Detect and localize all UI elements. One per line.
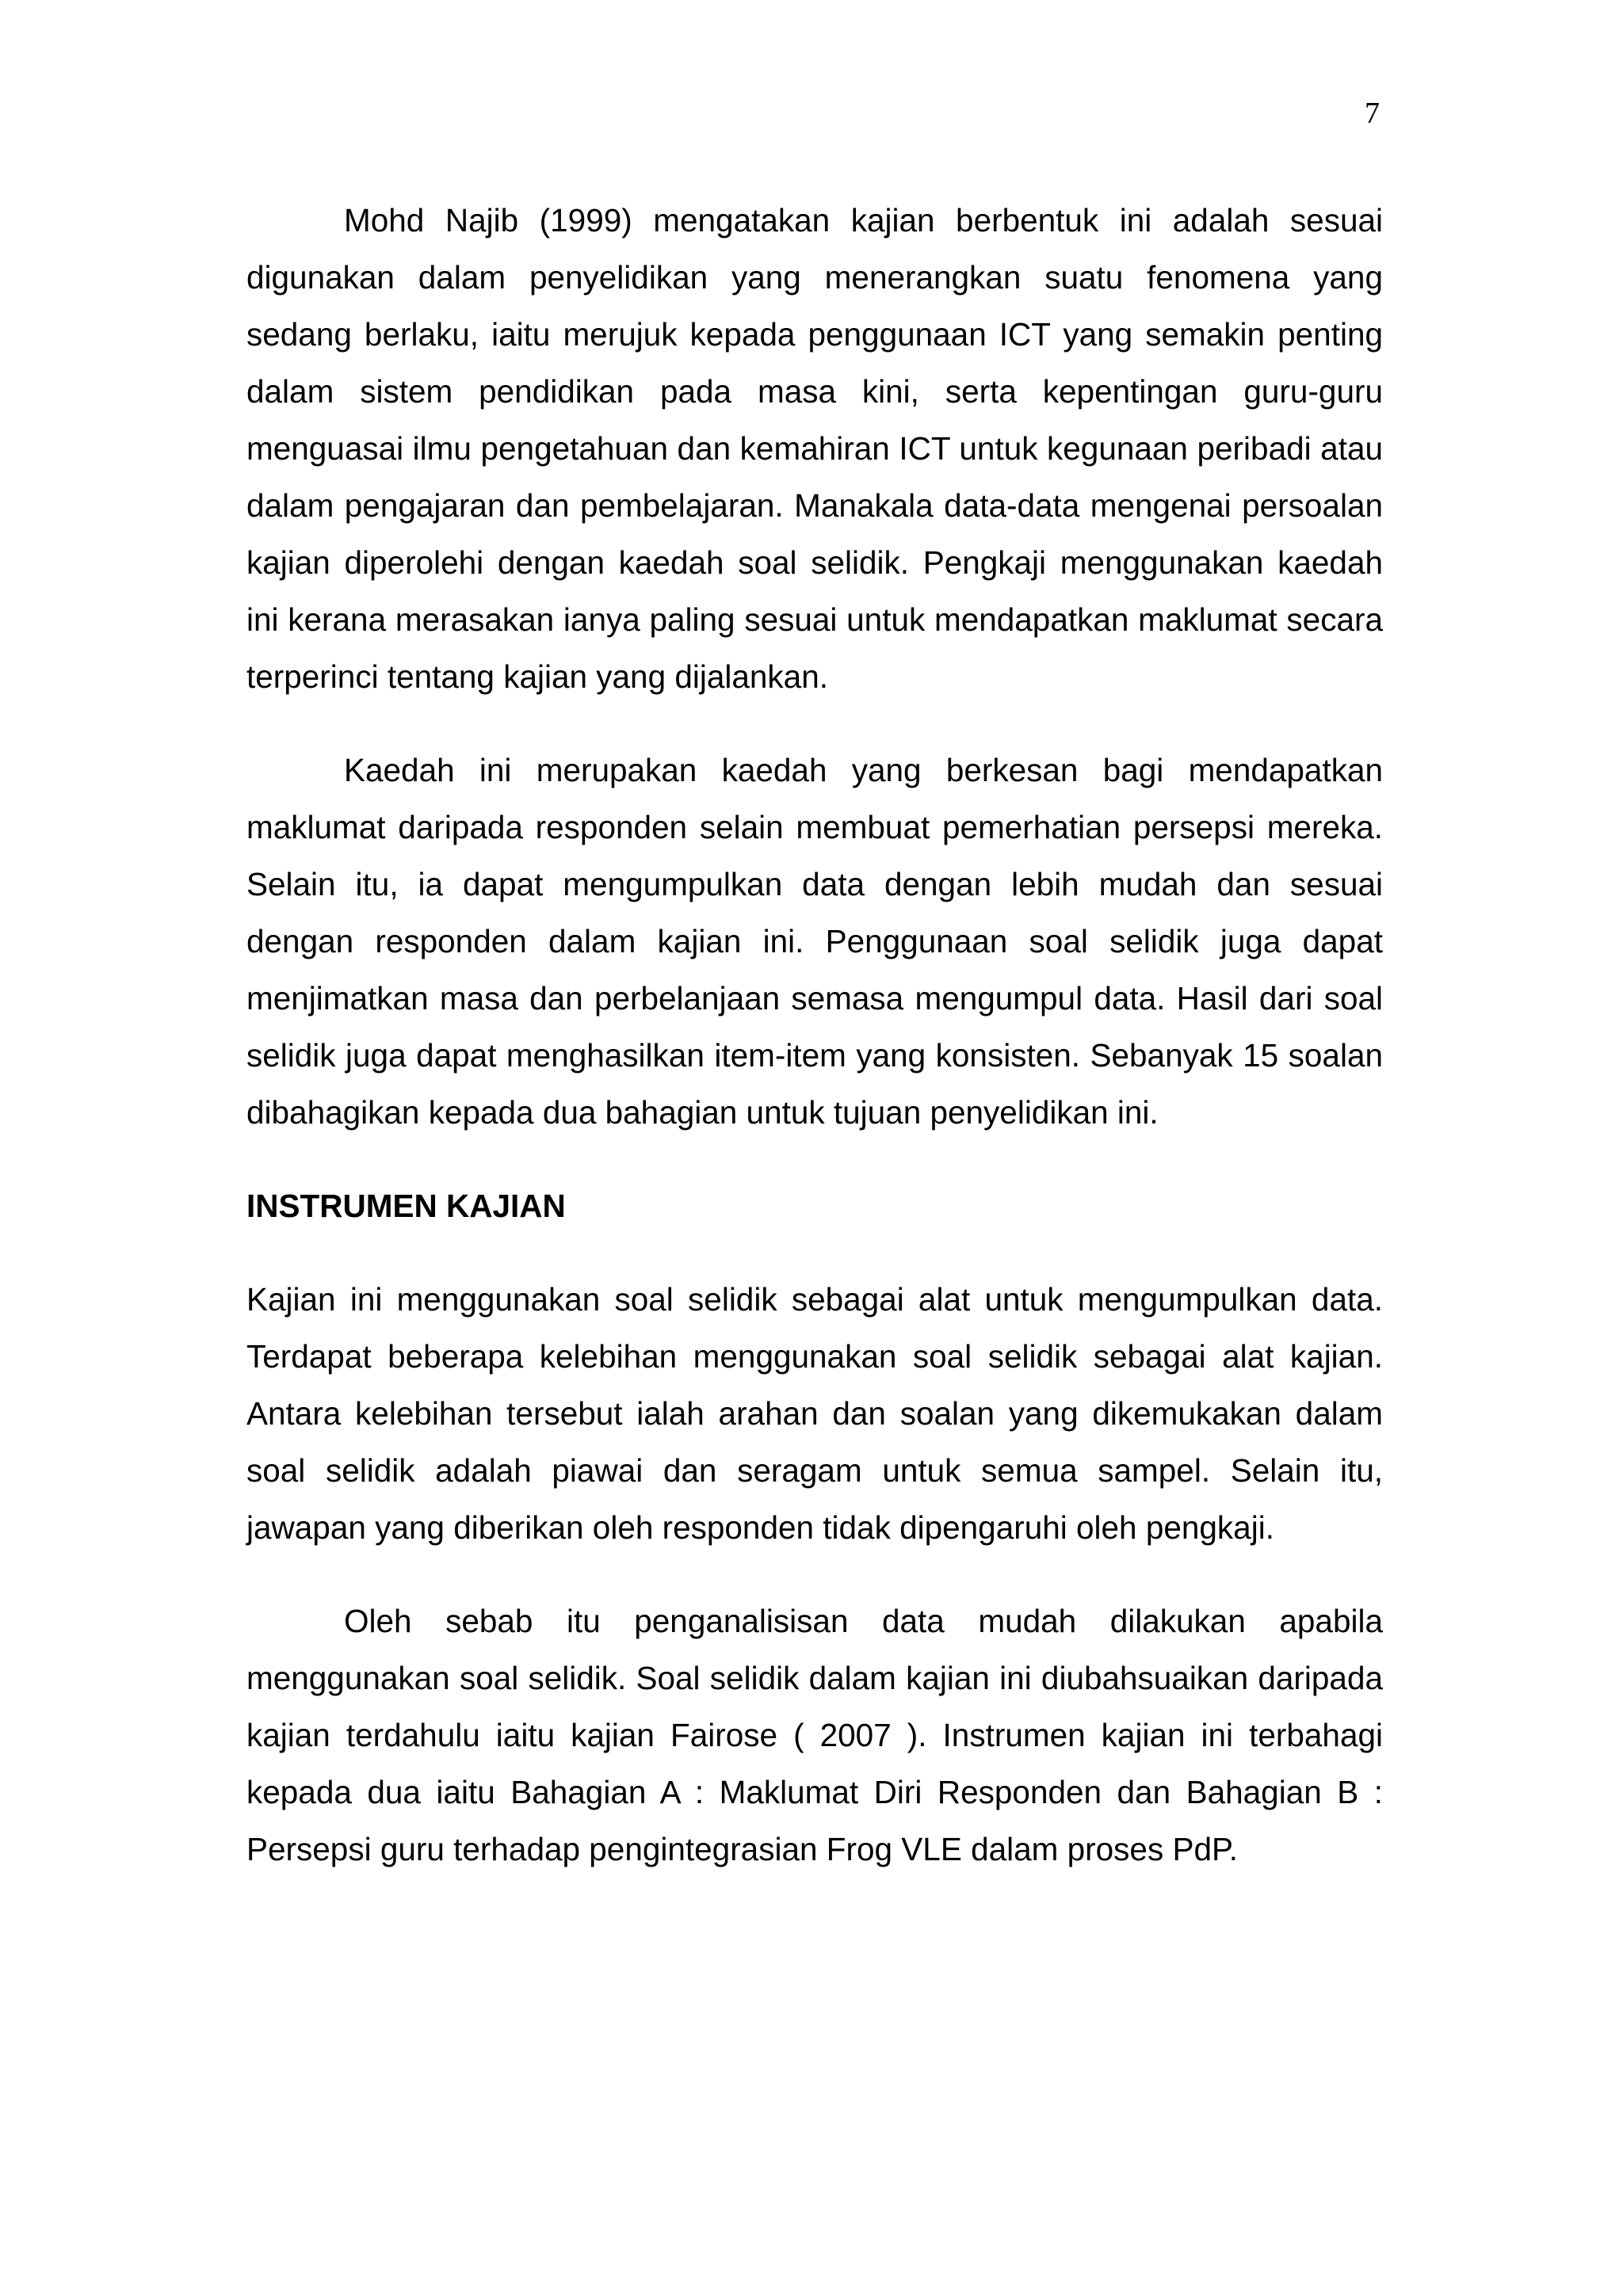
paragraph-method-advantages: Kaedah ini merupakan kaedah yang berkesan bagi mendapatkan maklumat daripada responden selain membuat pemerhatian persepsi mereka. Selain itu, ia dapat mengumpulkan data dengan lebih mudah dan sesuai dengan responden dalam kajian ini. Penggunaan soal selidik juga dapat menjimatkan masa dan perbelanjaan semasa mengumpul data. Hasil dari soal selidik juga dapat menghasilkan item-item yang konsisten. Sebanyak 15 soalan dibahagikan kepada dua bahagian untuk tujuan penyelidikan ini. xyxy=(246,752,1383,1131)
paragraph-instrument-intro: Kajian ini menggunakan soal selidik sebagai alat untuk mengumpulkan data. Terdapat beberapa kelebihan menggunakan soal selidik sebagai alat kajian. Antara kelebihan tersebut ialah arahan dan soalan yang dikemukakan dalam soal selidik adalah piawai dan seragam untuk semua sampel. Selain itu, jawapan yang diberikan oleh responden tidak dipengaruhi oleh pengkaji. xyxy=(246,1281,1383,1546)
paragraph-methodology: Mohd Najib (1999) mengatakan kajian berbentuk ini adalah sesuai digunakan dalam penyelidikan yang menerangkan suatu fenomena yang sedang berlaku, iaitu merujuk kepada penggunaan ICT yang semakin penting dalam sistem pendidikan pada masa kini, serta kepentingan guru-guru menguasai ilmu pengetahuan dan kemahiran ICT untuk kegunaan peribadi atau dalam pengajaran dan pembelajaran. Manakala data-data mengenai persoalan kajian diperolehi dengan kaedah soal selidik. Pengkaji menggunakan kaedah ini kerana merasakan ianya paling sesuai untuk mendapatkan maklumat secara terperinci tentang kajian yang dijalankan. xyxy=(246,202,1383,695)
page-number: 7 xyxy=(1365,97,1380,130)
section-heading: INSTRUMEN KAJIAN xyxy=(246,1188,566,1224)
paragraph-instrument-details: Oleh sebab itu penganalisisan data mudah dilakukan apabila menggunakan soal selidik. Soal selidik dalam kajian ini diubahsuaikan daripada kajian terdahulu iaitu kajian Fairose ( 2007 ). Instrumen kajian ini terbahagi kepada dua iaitu Bahagian A : Maklumat Diri Responden dan Bahagian B : Persepsi guru terhadap pengintegrasian Frog VLE dalam proses PdP. xyxy=(246,1603,1383,1867)
document-body xyxy=(246,192,1383,1878)
